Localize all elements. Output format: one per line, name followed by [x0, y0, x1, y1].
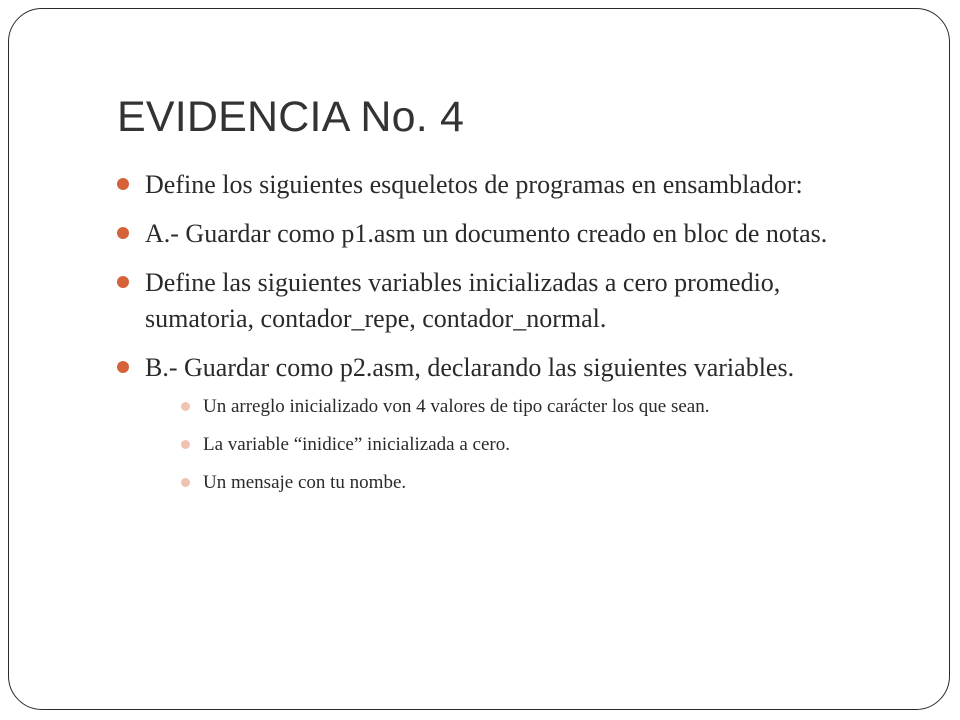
sub-bullet-dot-icon: [181, 478, 190, 487]
bullet-item: [117, 350, 857, 496]
bullet-text: Define los siguientes esqueletos de programas en ensamblador:: [145, 170, 803, 199]
sub-bullet-list: [145, 394, 857, 496]
bullet-item: [117, 216, 857, 252]
sub-bullet-item: [145, 432, 857, 458]
sub-bullet-dot-icon: [181, 402, 190, 411]
bullet-item: [117, 265, 857, 337]
bullet-text: A.- Guardar como p1.asm un documento creado en bloc de notas.: [145, 219, 828, 248]
slide-frame: [8, 8, 950, 710]
bullet-dot-icon: [117, 227, 129, 239]
slide-title: EVIDENCIA No. 4: [117, 93, 465, 141]
bullet-dot-icon: [117, 178, 129, 190]
sub-bullet-text: Un mensaje con tu nombe.: [203, 472, 407, 493]
bullet-item: [117, 167, 857, 203]
sub-bullet-dot-icon: [181, 440, 190, 449]
bullet-text: Define las siguientes variables inicializadas a cero promedio, sumatoria, contador_repe, contador_normal.: [145, 268, 781, 333]
bullet-dot-icon: [117, 361, 129, 373]
sub-bullet-item: [145, 394, 857, 420]
sub-bullet-text: Un arreglo inicializado von 4 valores de tipo carácter los que sean.: [203, 396, 710, 417]
bullet-list: [117, 167, 857, 509]
bullet-text: B.- Guardar como p2.asm, declarando las siguientes variables.: [145, 353, 795, 382]
sub-bullet-text: La variable “inidice” inicializada a cero.: [203, 434, 510, 455]
sub-bullet-item: [145, 470, 857, 496]
bullet-dot-icon: [117, 276, 129, 288]
